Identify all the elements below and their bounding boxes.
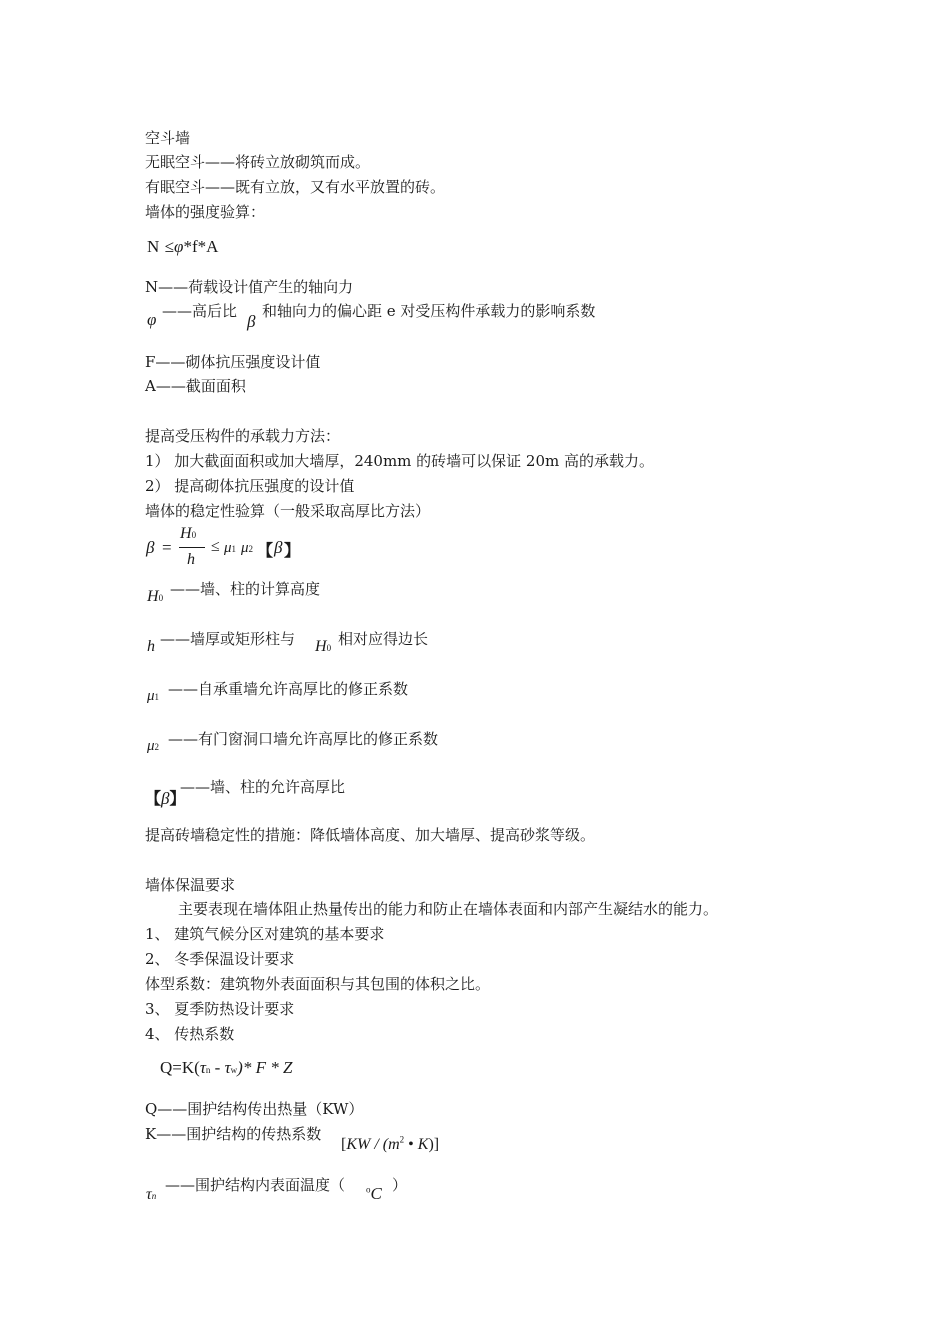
text-line: 主要表现在墙体阻止热量传出的能力和防止在墙体表面和内部产生凝结水的能力。 bbox=[178, 900, 719, 918]
text-line: ——高后比 bbox=[162, 302, 238, 320]
text-line: ——墙厚或矩形柱与 bbox=[160, 630, 296, 648]
text-line: 相对应得边长 bbox=[338, 630, 429, 648]
heading-kongdouqiang: 空斗墙 bbox=[145, 129, 191, 147]
allowable-beta-symbol: 【β】 bbox=[145, 789, 186, 808]
heading-insulation: 墙体保温要求 bbox=[145, 876, 236, 894]
text-line: 1、 建筑气候分区对建筑的基本要求 bbox=[145, 925, 385, 943]
beta-symbol: β bbox=[247, 312, 256, 331]
mu1-symbol: μ1 bbox=[147, 688, 160, 704]
text-line: K——围护结构的传热系数 bbox=[145, 1125, 322, 1143]
text-line: 无眠空斗——将砖立放砌筑而成。 bbox=[145, 153, 371, 171]
text-line: 有眠空斗——既有立放，又有水平放置的砖。 bbox=[145, 178, 446, 196]
k-unit: [$KW / (m^2$ • K)] bbox=[341, 1134, 440, 1153]
text-line: Q——围护结构传出热量（KW） bbox=[145, 1100, 364, 1118]
text-line: ——围护结构内表面温度（ bbox=[165, 1176, 346, 1194]
text-line: 2） 提高砌体抗压强度的设计值 bbox=[145, 477, 355, 495]
document-page: 空斗墙 无眠空斗——将砖立放砌筑而成。 有眠空斗——既有立放，又有水平放置的砖。 墙体的强度验算： N ≤φ*f*A N——荷载设计值产生的轴向力 φ ——高后比 β 和轴向力的偏心距 e 对受压构件承载力的影响系数 F——砌体抗压强度设计值 A——截面面积 提高受压构件的承载力方法： 1） 加大截面面积或加大墙厚，240mm 的砖墙可以保证 20m 高的承载力。 2） 提高砌体抗压强度的设计值 墙体的稳定性验算（一般采取高厚比方法） β = H0 h ≤ μ1 μ2 【 β 】 H0 ——墙、柱的计算高度 h ——墙厚或矩形柱与 H0 相对应得边长 μ1 ——自承重墙允许高厚比的修正系数 μ2 ——有门窗洞口墙允许高厚比的修正系数 【β】 ——墙、柱的允许高厚比 提高砖墙稳定性的措施：降低墙体高度、加大墙厚、提高砂浆等级。 墙体保温要求 主要表现在墙体阻止热量传出的能力和防止在墙体表面和内部产生凝结水的能力。 1、 建筑气候分区对建筑的基本要求 2、 冬季保温设计要求 体型系数：建筑物外表面面积与其包围的体积之比。 3、 夏季防热设计要求 4、 传热系数 Q=K(τn - τw)* F * Z Q——围护结构传出热量（KW） K——围护结构的传热系数 [$KW / (m^2$ • K)] τn ——围护结构内表面温度（ $^o$C ） bbox=[145, 129, 719, 1203]
text-line: 1） 加大截面面积或加大墙厚，240mm 的砖墙可以保证 20m 高的承载力。 bbox=[145, 452, 655, 470]
fraction-denominator: h bbox=[187, 551, 195, 568]
text-line: 提高受压构件的承载力方法： bbox=[145, 427, 341, 445]
H0-symbol: H0 bbox=[315, 638, 332, 655]
heat-formula: Q=K(τn - τw)* F * Z bbox=[160, 1058, 293, 1077]
text-line: ——墙、柱的允许高厚比 bbox=[180, 778, 346, 796]
text-line: 墙体的稳定性验算（一般采取高厚比方法） bbox=[145, 502, 431, 520]
text-line: 2、 冬季保温设计要求 bbox=[145, 950, 295, 968]
tau-n-symbol: τn bbox=[146, 1186, 157, 1203]
text-line: 体型系数：建筑物外表面面积与其包围的体积之比。 bbox=[145, 975, 491, 993]
text-line: 4、 传热系数 bbox=[145, 1025, 235, 1043]
fraction-numerator: H0 bbox=[180, 525, 197, 542]
phi-symbol: φ bbox=[147, 310, 157, 329]
text-line: 3、 夏季防热设计要求 bbox=[145, 1000, 295, 1018]
text-line: F——砌体抗压强度设计值 bbox=[145, 353, 321, 371]
text-line: ） bbox=[392, 1176, 408, 1194]
text-line: ——墙、柱的计算高度 bbox=[170, 580, 321, 598]
H0-symbol: H0 bbox=[147, 588, 164, 605]
strength-formula: N ≤φ*f*A bbox=[147, 237, 219, 256]
degree-celsius: $^o$C bbox=[366, 1184, 382, 1203]
text-line: N——荷载设计值产生的轴向力 bbox=[145, 278, 354, 296]
text-line: 提高砖墙稳定性的措施：降低墙体高度、加大墙厚、提高砂浆等级。 bbox=[145, 826, 596, 844]
text-line: ——有门窗洞口墙允许高厚比的修正系数 bbox=[168, 730, 439, 748]
fraction-bar bbox=[179, 547, 205, 548]
text-line: 和轴向力的偏心距 e 对受压构件承载力的影响系数 bbox=[262, 302, 596, 320]
text-line: 墙体的强度验算： bbox=[145, 203, 266, 221]
h-symbol: h bbox=[147, 638, 155, 655]
mu2-symbol: μ2 bbox=[147, 738, 160, 754]
text-line: ——自承重墙允许高厚比的修正系数 bbox=[168, 680, 409, 698]
text-line: A——截面面积 bbox=[145, 377, 246, 395]
